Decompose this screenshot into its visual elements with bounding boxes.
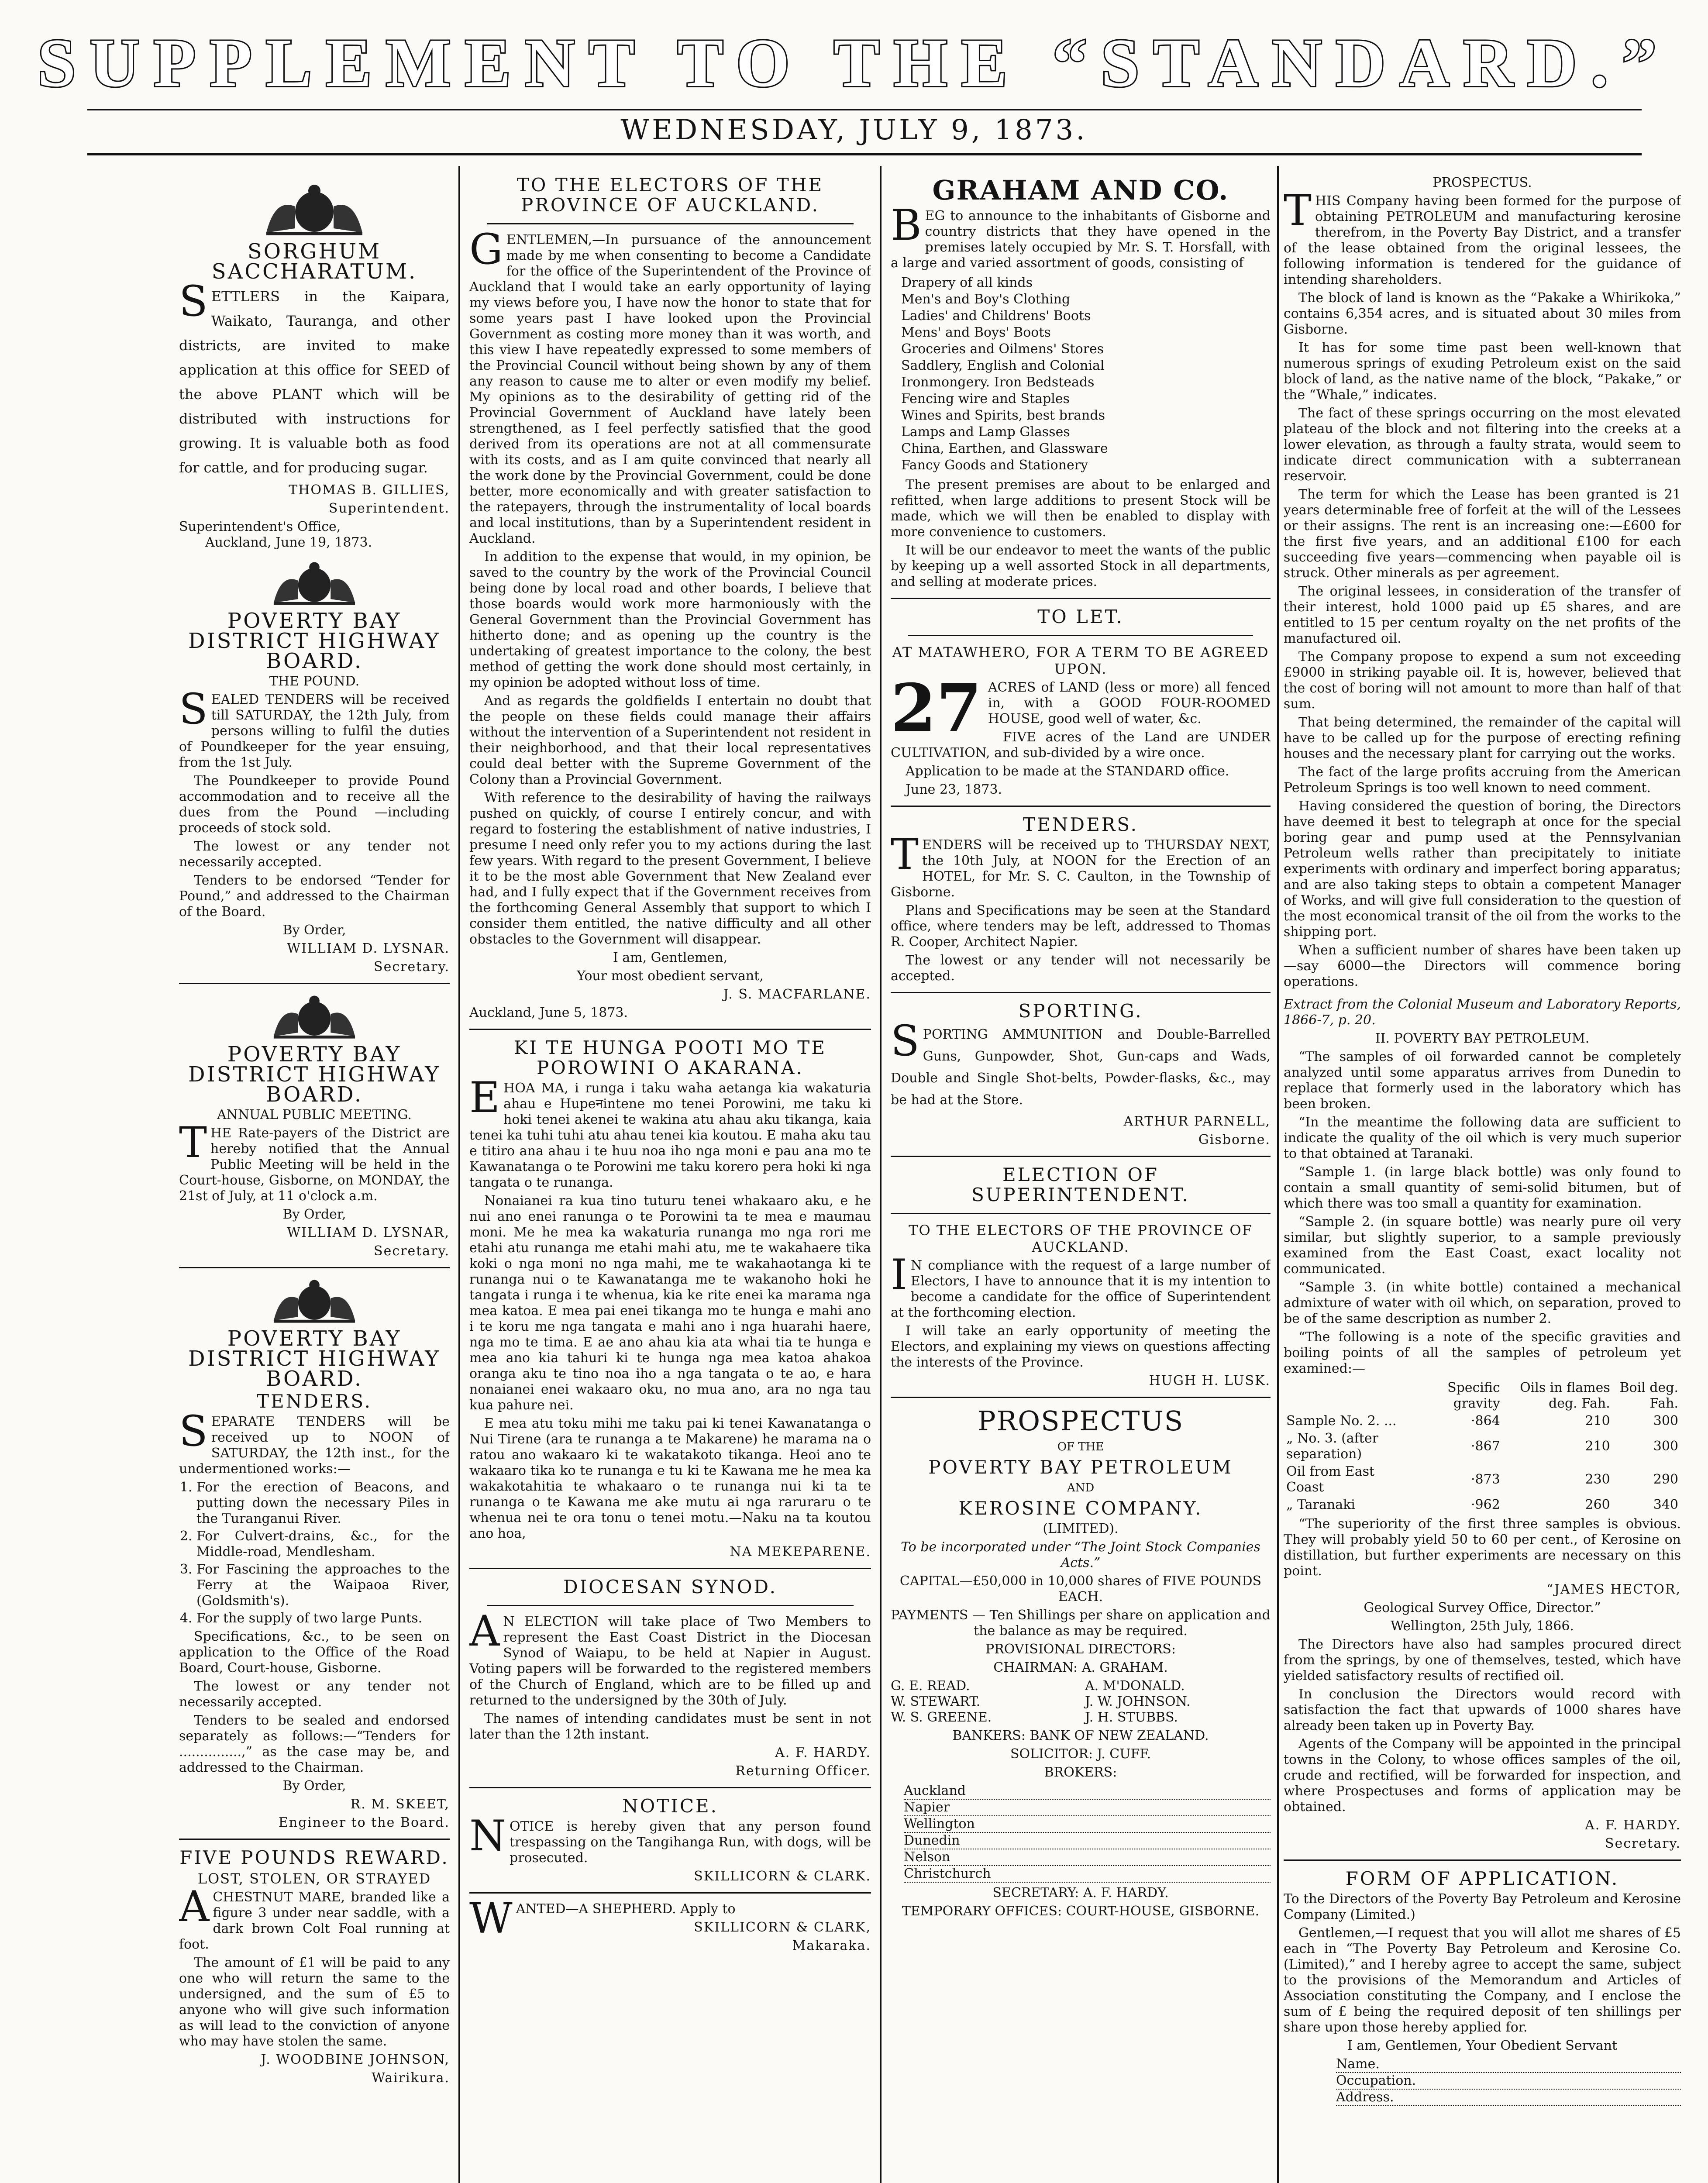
sorghum-signatory: THOMAS B. GILLIES, xyxy=(289,482,450,498)
pound-order: By Order, xyxy=(282,923,346,938)
list-item: Fancy Goods and Stationery xyxy=(901,458,1088,473)
broker-line: Napier xyxy=(904,1800,1271,1816)
prospectus-chairman: CHAIRMAN: A. GRAHAM. xyxy=(993,1660,1168,1675)
macfarlane-title: TO THE ELECTORS OF THE PROVINCE OF AUCKLAND. xyxy=(517,174,824,216)
maori-address xyxy=(469,1038,871,1560)
extract-conclusion: “The superiority of the first three samples is obvious. They will probably yield 50 to 60 per cent., of Kerosine on distillation, but further experiments are necessary on this point. xyxy=(1284,1516,1681,1579)
sorghum-date: Auckland, June 19, 1873. xyxy=(205,535,372,550)
closing-para: The Directors have also had samples procured direct from the springs, by one of themselves, tested, which have yielded satisfactory results of rectified oil. xyxy=(1284,1637,1681,1684)
pound-notice xyxy=(179,558,450,975)
form-address-field[interactable]: Address. xyxy=(1336,2090,1681,2106)
lusk-signatory: HUGH H. LUSK. xyxy=(1149,1373,1271,1388)
director-name: J. W. JOHNSON. xyxy=(1085,1694,1191,1709)
hector-date: Wellington, 25th July, 1866. xyxy=(1391,1618,1574,1634)
road-tenders-notice xyxy=(179,1276,450,1831)
table-cell: „ Taranaki xyxy=(1286,1497,1355,1512)
reward-place: Wairikura. xyxy=(372,2070,450,2086)
list-item: Groceries and Oilmens' Stores xyxy=(901,341,1104,357)
meeting-notice xyxy=(179,992,450,1259)
synod-notice xyxy=(469,1577,871,1779)
royal-crest-icon xyxy=(258,180,371,237)
hotel-tenders-title: TENDERS. xyxy=(1023,814,1138,835)
synod-para-2: The names of intending candidates must be sent in not later than the 12th instant. xyxy=(469,1711,871,1742)
list-item: 1. For the erection of Beacons, and putting down the necessary Piles in the Turanganui River. xyxy=(196,1480,450,1527)
prospectus-company-2: KEROSINE COMPANY. xyxy=(958,1498,1203,1519)
graham-title: GRAHAM AND CO. xyxy=(932,174,1229,206)
trespass-body: NOTICE is hereby given that any person found trespassing on the Tangihanga Run, with dogs, will be prosecuted. xyxy=(469,1811,871,1866)
prospectus-solicitor: SOLICITOR: J. CUFF. xyxy=(1010,1746,1151,1762)
closing-para: Agents of the Company will be appointed in the principal towns in the Colony, to whose offices samples of the oil, crude and rectified, will be forwarded for inspection, and where Prospectuses and forms of application may be obtained. xyxy=(1284,1736,1681,1815)
maori-signatory: NA MEKEPARENE. xyxy=(730,1544,871,1560)
road-tenders-signatory: R. M. SKEET, xyxy=(350,1797,450,1812)
sorghum-title: SORGHUM SACCHARATUM. xyxy=(211,239,417,284)
extract-source: Extract from the Colonial Museum and Laboratory Reports, 1866-7, p. 20. xyxy=(1284,997,1681,1028)
director-name: A. M'DONALD. xyxy=(1085,1678,1185,1694)
divider xyxy=(179,1267,450,1268)
table-cell: 290 xyxy=(1653,1472,1678,1487)
prospectus-para: The block of land is known as the “Pakake a Whirikoka,” contains 6,354 acres, and is situated about 30 miles from Gisborne. xyxy=(1284,290,1681,337)
divider xyxy=(891,598,1271,599)
prospectus-directors xyxy=(891,1678,1271,1725)
macfarlane-signatory: J. S. MACFARLANE. xyxy=(723,987,871,1002)
prospectus-para: It has for some time past been well-known that numerous springs of exuding Petroleum exist on the said block of land, as the native name of the block, “Pakake,” or the “Whale,” indicates. xyxy=(1284,340,1681,403)
extract-para: “Sample 3. (in white bottle) contained a mechanical admixture of water with oil which, on separation, proved to be of the same description as number 2. xyxy=(1284,1280,1681,1326)
synod-signatory: A. F. HARDY. xyxy=(775,1745,871,1760)
synod-title: DIOCESAN SYNOD. xyxy=(563,1576,777,1598)
table-row xyxy=(1284,1430,1681,1463)
meeting-title: POVERTY BAY DISTRICT HIGHWAY BOARD. xyxy=(188,1042,441,1107)
prospectus-secretary: SECRETARY: A. F. HARDY. xyxy=(992,1885,1169,1901)
macfarlane-para-3: And as regards the goldfields I entertain no doubt that the people on these fields could manage their affairs without the intervention of a Superintendent not resident in their neighborhood, and that their local representatives could deal better with the Supreme Government of the Colony than a Provincial Government. xyxy=(469,693,871,787)
pound-subtitle: THE POUND. xyxy=(269,674,360,689)
shepherd-body: WANTED—A SHEPHERD. Apply to xyxy=(469,1894,736,1943)
list-item: Saddlery, English and Colonial xyxy=(901,358,1105,373)
list-item: 2. For Culvert-drains, &c., for the Middle-road, Mendlesham. xyxy=(196,1529,450,1560)
pound-title: POVERTY BAY DISTRICT HIGHWAY BOARD. xyxy=(188,609,441,673)
table-header xyxy=(1284,1379,1417,1412)
list-item: Wines and Spirits, best brands xyxy=(901,408,1105,423)
extract-subtitle: II. POVERTY BAY PETROLEUM. xyxy=(1375,1031,1590,1046)
trespass-signatory: SKILLICORN & CLARK. xyxy=(694,1869,871,1884)
graham-advert xyxy=(891,175,1271,590)
maori-para-1: EHOA MA, i runga i taku waha aetanga kia wakaturia ahau e Hupeनintene mo tenei Porowini, me taku ki hoki tenei akenei te wakina atu ahau aku tikanga, kaia tenei ka tuhi tuhi atu ahau tenei kia koutou. E maha aku tau e titiro ana ahau i te huu noa iho nga moni e pau ana mo te Kawanatanga o te Porowini me taku korero pera hoki ki nga tangata o te runanga. xyxy=(469,1073,871,1190)
table-cell: ·962 xyxy=(1470,1497,1500,1512)
divider xyxy=(908,635,1253,636)
royal-crest-icon xyxy=(266,558,362,606)
column-rule-3 xyxy=(1277,166,1279,2183)
divider xyxy=(487,223,854,224)
graham-para-2: It will be our endeavor to meet the wants of the public by keeping up a well assorted Stock in all departments, and selling at moderate prices. xyxy=(891,543,1271,589)
macfarlane-date: Auckland, June 5, 1873. xyxy=(469,1005,628,1020)
prospectus-para: The fact of these springs occurring on the most elevated plateau of the block and not filtering into the creeks at a lower elevation, as through a faulty strata, would seem to indicate direct communication with a subterranean reservoir. xyxy=(1284,406,1681,484)
sorghum-role: Superintendent. xyxy=(328,501,450,516)
director-name: W. STEWART. xyxy=(891,1694,981,1709)
table-cell: ·867 xyxy=(1470,1439,1500,1454)
shepherd-place: Makaraka. xyxy=(792,1938,871,1953)
to-let-para-2: FIVE acres of the Land are UNDER CULTIVATION, and sub-divided by a wire once. xyxy=(891,730,1271,761)
extract-para: “The samples of oil forwarded cannot be completely analyzed until some apparatus arrives from Dunedin to replace that formerly used in the laboratory which has been broken. xyxy=(1284,1049,1681,1112)
prospectus-capital: CAPITAL—£50,000 in 10,000 shares of FIVE POUNDS EACH. xyxy=(899,1574,1262,1605)
table-header: Oils in flames deg. Fah. xyxy=(1520,1380,1610,1411)
trespass-title: NOTICE. xyxy=(622,1795,718,1817)
shepherd-signatory: SKILLICORN & CLARK, xyxy=(694,1920,871,1935)
table-header: Specific gravity xyxy=(1447,1380,1500,1411)
divider xyxy=(469,1568,871,1569)
hector-role: Geological Survey Office, Director.” xyxy=(1364,1600,1601,1615)
director-name: G. E. READ. xyxy=(891,1678,970,1694)
table-cell: ·873 xyxy=(1470,1472,1500,1487)
column-1 xyxy=(179,172,450,2183)
table-cell: 340 xyxy=(1653,1497,1678,1512)
road-tenders-order: By Order, xyxy=(282,1778,346,1794)
laboratory-extract xyxy=(1284,997,1681,1852)
list-item: China, Earthen, and Glassware xyxy=(901,441,1108,456)
column-rule-1 xyxy=(458,166,460,2183)
masthead-rule-top xyxy=(87,109,1642,110)
prospectus-para: Having considered the question of boring, the Directors have deemed it best to telegraph at once for the special boring gear and pump used at the Pennsylvanian Petroleum wells rather than precipitately to initiate experiments with ordinary and imperfect boring apparatus; and are also taking steps to obtain a competent Manager of Works, and will give full consideration to the question of the most economical transit of the oil from the works to the shipping port. xyxy=(1284,799,1681,940)
lusk-address xyxy=(891,1165,1271,1389)
divider xyxy=(891,806,1271,807)
application-form xyxy=(1284,1869,1681,2106)
hotel-tenders xyxy=(891,815,1271,984)
table-header-row xyxy=(1284,1379,1681,1412)
synod-role: Returning Officer. xyxy=(735,1763,871,1779)
column-rule-2 xyxy=(880,166,882,2183)
sporting-signatory: ARTHUR PARNELL, xyxy=(1123,1114,1271,1129)
column-2 xyxy=(469,172,871,2183)
reward-signatory: J. WOODBINE JOHNSON, xyxy=(261,2052,450,2067)
table-cell: 300 xyxy=(1653,1439,1678,1454)
sporting-place: Gisborne. xyxy=(1198,1132,1271,1147)
prospectus-title: PROSPECTUS xyxy=(977,1405,1184,1437)
broker-line: Wellington xyxy=(904,1816,1271,1833)
list-item: Lamps and Lamp Glasses xyxy=(901,424,1070,440)
list-item: 4. For the supply of two large Punts. xyxy=(196,1611,450,1626)
road-tenders-para-2: The lowest or any tender not necessarily accepted. xyxy=(179,1679,450,1710)
synod-para-1: AN ELECTION will take place of Two Members to represent the East Coast District in the Diocesan Synod of Waiapu, to be held at Napier in August. Voting papers will be forwarded to the registered members of the Church of England, which are to be filled up and returned to the undersigned by the 30th of July. xyxy=(469,1607,871,1708)
divider xyxy=(891,1213,1271,1214)
divider xyxy=(469,1787,871,1788)
meeting-body: THE Rate-payers of the District are hereby notified that the Annual Public Meeting will be held in the Court-house, Gisborne, on MONDAY, the 21st of July, at 11 o'clock a.m. xyxy=(179,1118,450,1204)
form-occupation-field[interactable]: Occupation. xyxy=(1336,2073,1681,2090)
to-let-advert xyxy=(891,607,1271,798)
prospectus-of: OF THE xyxy=(1057,1440,1104,1453)
hardy-signatory: A. F. HARDY. xyxy=(1585,1818,1681,1833)
hotel-tenders-para-1: TENDERS will be received up to THURSDAY NEXT, the 10th July, at NOON for the Erection of an HOTEL, for Mr. S. C. Caulton, in the Township of Gisborne. xyxy=(891,830,1271,900)
form-title: FORM OF APPLICATION. xyxy=(1345,1868,1619,1889)
table-row xyxy=(1284,1463,1681,1496)
lusk-title: ELECTION OF SUPERINTENDENT. xyxy=(971,1164,1190,1205)
reward-notice xyxy=(179,1848,450,2086)
table-cell: „ No. 3. (after separation) xyxy=(1286,1431,1378,1462)
broker-line: Christchurch xyxy=(904,1866,1271,1883)
trespass-notice xyxy=(469,1796,871,1884)
extract-para: “Sample 1. (in large black bottle) was only found to contain a small quantity of semi-solid bitumen, but of which there was too small a quantity for examination. xyxy=(1284,1164,1681,1211)
prospectus-and: AND xyxy=(1067,1481,1095,1494)
lusk-para-1: IN compliance with the request of a large number of Electors, I have to announce that it is my intention to become a candidate for the office of Superintendent at the forthcoming election. xyxy=(891,1250,1271,1320)
to-let-date: June 23, 1873. xyxy=(906,782,1002,797)
road-tenders-subtitle: TENDERS. xyxy=(256,1391,372,1412)
meeting-subtitle: ANNUAL PUBLIC MEETING. xyxy=(217,1107,412,1122)
table-cell: 230 xyxy=(1585,1472,1610,1487)
to-let-acres-number: 27 xyxy=(891,670,982,747)
prospectus-company: POVERTY BAY PETROLEUM xyxy=(928,1456,1233,1478)
sporting-advert xyxy=(891,1001,1271,1148)
reward-para-1: ACHESTNUT MARE, branded like a figure 3 under near saddle, with a dark brown Colt Foal running at foot. xyxy=(179,1882,450,1952)
prospectus-para: The fact of the large profits accruing from the American Petroleum Springs is too well known to need comment. xyxy=(1284,764,1681,795)
table-cell: Oil from East Coast xyxy=(1286,1464,1375,1495)
prospectus-incorporated: To be incorporated under “The Joint Stock Companies Acts.” xyxy=(901,1539,1260,1570)
graham-goods-list xyxy=(891,275,1271,474)
macfarlane-para-4: With reference to the desirability of having the railways pushed on quickly, of course I entirely concur, and with regard to fostering the establishment of native industries, I presume I need only refer you to my actions during the last few years. With regard to the present Government, I believe it to be the most able Government that New Zealand ever had, and I fully expect that if the Government receives from the forthcoming General Assembly that support to which I consider them entitled, the native difficulty and all other obstacles to the Government will disappear. xyxy=(469,790,871,947)
prospectus-details xyxy=(1284,175,1681,990)
sorghum-office: Superintendent's Office, xyxy=(179,519,341,534)
reward-para-2: The amount of £1 will be paid to any one who will return the same to the undersigned, and the sum of £5 to anyone who will give such information as will lead to the conviction of anyone who may have stolen the same. xyxy=(179,1955,450,2049)
list-item: Mens' and Boys' Boots xyxy=(901,325,1051,340)
sorghum-notice xyxy=(179,180,450,551)
macfarlane-para-1: GENTLEMEN,—In pursuance of the announcement made by me when consenting to become a Candidate for the office of the Superintendent of the Province of Auckland that I would take an early opportunity of laying my views before you, I have now the honor to state that for some years past I have looked upon the Provincial Government as costing more money than it was worth, and this view I have repeatedly expressed to some members of the Provincial Council without being shown by any of them any reason to cause me to alter or even modify my belief. My opinions as to the desirability of getting rid of the Provincial Government of Auckland have lately been strengthened, as I feel perfectly satisfied that the good derived from its operations are not at all commensurate with its costs, and as I am quite convinced that nearly all the work done by the Provincial Government, could be done better, more economically and with greater satisfaction to the ratepayers, through the instrumentality of local boards and local institutions, than by a Superintendent resident in Auckland. xyxy=(469,225,871,546)
macfarlane-close-1: I am, Gentlemen, xyxy=(613,950,728,965)
road-tenders-role: Engineer to the Board. xyxy=(278,1815,450,1830)
divider xyxy=(179,983,450,984)
reward-title: FIVE POUNDS REWARD. xyxy=(179,1847,449,1868)
prospectus-header xyxy=(891,1406,1271,1919)
table-row xyxy=(1284,1496,1681,1514)
reward-subtitle: LOST, STOLEN, OR STRAYED xyxy=(197,1870,431,1887)
shepherd-wanted xyxy=(469,1894,871,1954)
prospectus-para: When a sufficient number of shares have been taken up—say 6000—the Directors will commence boring operations. xyxy=(1284,943,1681,989)
director-name: W. S. GREENE. xyxy=(891,1710,992,1725)
pound-para-3: The lowest or any tender not necessarily accepted. xyxy=(179,839,450,870)
table-cell: ·864 xyxy=(1470,1413,1500,1429)
list-item: Ladies' and Childrens' Boots xyxy=(901,308,1091,324)
extract-para: “In the meantime the following data are sufficient to indicate the quality of the oil which is very much superior to that obtained at Taranaki. xyxy=(1284,1115,1681,1161)
sporting-title: SPORTING. xyxy=(1018,1000,1143,1022)
pound-signatory: WILLIAM D. LYSNAR. xyxy=(287,941,450,956)
road-tenders-list xyxy=(179,1480,450,1626)
prospectus-brokers-title: BROKERS: xyxy=(1044,1765,1117,1780)
road-tenders-title: POVERTY BAY DISTRICT HIGHWAY BOARD. xyxy=(188,1326,441,1391)
table-cell: Sample No. 2. ... xyxy=(1286,1413,1397,1429)
prospectus-directors-title: PROVISIONAL DIRECTORS: xyxy=(985,1642,1176,1657)
macfarlane-address xyxy=(469,175,871,1021)
pound-para-1: SEALED TENDERS will be received till SATURDAY, the 12th July, from persons willing to fulfil the duties of Poundkeeper for the year ensuing, from the 1st July. xyxy=(179,685,450,770)
to-let-acres-text: ACRES of LAND (less or more) all fenced in, with a GOOD FOUR-ROOMED HOUSE, good well of water, &c. xyxy=(988,680,1271,727)
list-item: Drapery of all kinds xyxy=(901,275,1033,290)
table-cell: 210 xyxy=(1585,1439,1610,1454)
to-let-para-3: Application to be made at the STANDARD office. xyxy=(906,764,1229,779)
macfarlane-para-2: In addition to the expense that would, in my opinion, be saved to the country by the work of the Provincial Council being done by local road and other boards, I believe that those boards would work more harmoniously with the General Government than the Provincial Government has hitherto done; and as opening up the country is the undertaking of greatest importance to the colony, the best method of getting the work done should most certainly, in my opinion be adopted without loss of time. xyxy=(469,549,871,690)
hardy-role: Secretary. xyxy=(1605,1836,1681,1851)
maori-title: KI TE HUNGA POOTI MO TE POROWINI O AKARANA. xyxy=(514,1037,826,1078)
road-tenders-intro: SEPARATE TENDERS will be received up to NOON of SATURDAY, the 12th inst., for the undermentioned works:— xyxy=(179,1407,450,1477)
graham-intro: BEG to announce to the inhabitants of Gisborne and country districts that they have opened in the premises lately occupied by Mr. S. T. Horsfall, with a large and varied assortment of goods, consisting of xyxy=(891,201,1271,271)
table-cell: 300 xyxy=(1653,1413,1678,1429)
prospectus-para: The Company propose to expend a sum not exceeding £9000 in striking payable oil. It is, however, believed that the cost of boring will not amount to more than half of that sum. xyxy=(1284,649,1681,712)
prospectus-payments: PAYMENTS — Ten Shillings per share on application and the balance as may be required. xyxy=(891,1608,1271,1639)
prospectus-para: The original lessees, in consideration of the transfer of their interest, hold 1000 paid up £5 shares, and are entitled to 15 per centum royalty on the net profits of the manufactured oil. xyxy=(1284,584,1681,646)
table-cell: 260 xyxy=(1585,1497,1610,1512)
extract-para: “Sample 2. (in square bottle) was nearly pure oil very similar, but slightly superior, to a sample previously examined from the East Coast, exact locality not communicated. xyxy=(1284,1214,1681,1277)
meeting-signatory: WILLIAM D. LYSNAR, xyxy=(287,1225,450,1240)
lusk-subtitle: TO THE ELECTORS OF THE PROVINCE OF AUCKLAND. xyxy=(909,1222,1253,1255)
to-let-title: TO LET. xyxy=(1037,606,1124,627)
prospectus-para: THIS Company having been formed for the purpose of obtaining PETROLEUM and manufacturing kerosine therefrom, in the Poverty Bay District, and a transfer of the lease obtained from the original lessees, the following information is tendered for the guidance of intending shareholders. xyxy=(1284,186,1681,287)
table-header: Boil deg. Fah. xyxy=(1619,1380,1678,1411)
masthead-rule xyxy=(87,153,1642,155)
dateline: WEDNESDAY, JULY 9, 1873. xyxy=(620,114,1088,146)
form-fields xyxy=(1284,2056,1681,2106)
divider xyxy=(891,1156,1271,1157)
prospectus-limited: (LIMITED). xyxy=(1043,1521,1119,1536)
road-tenders-para-1: Specifications, &c., to be seen on application to the Office of the Road Board, Court-house, Gisborne. xyxy=(179,1629,450,1676)
to-let-subtitle: AT MATAWHERO, FOR A TERM TO BE AGREED UPON. xyxy=(892,644,1269,677)
director-name: J. H. STUBBS. xyxy=(1085,1710,1178,1725)
sporting-body: SPORTING AMMUNITION and Double-Barrelled Guns, Gunpowder, Shot, Gun-caps and Wads, Double and Single Shot-belts, Powder-flasks, &c., may be had at the Store. xyxy=(891,1016,1271,1108)
divider xyxy=(1284,1859,1681,1861)
prospectus-para: The term for which the Lease has been granted is 21 years determinable free of forfeit at the will of the Lessees or their assigns. The rent is an increasing one:—£600 for the first five years, and an additional £100 for each succeeding five years—commencing when payable oil is struck. Other minerals as per agreement. xyxy=(1284,487,1681,581)
form-close: I am, Gentlemen, Your Obedient Servant xyxy=(1347,2038,1618,2053)
royal-crest-icon xyxy=(266,1276,362,1324)
prospectus-details-title: PROSPECTUS. xyxy=(1433,175,1532,190)
maori-para-2: Nonaianei ra kua tino tuturu tenei whakaaro aku, e he nui ano enei ranunga o te Porowini ta te mea e maumau moni. Me he mea ka wakaturia runanga mo nga rori me etahi atu runanga me etahi mahi atu, me te wakahaere tika koki o nga moni no nga mahi, me te wakahaotanga ki te runanga nui o te Kawanatanga me te wakanoho hoki he tangata i runga i te whenua, kia ke rite enei ka marama nga mea katoa. E mea pai enei tikanga mo te hunga e mahi ano i te koru me nga tangata e mahi ano i nga huarahi haere, nga mo te tima. E ae ano ahau kia ata whai tia te hunga e mea ano kia tahuri ki te hunga nga mea katoa ahakoa oranga aku te tino noa iho a nga tangata o te ao, e hara nonaianei enei wakaaro oku, no mua ano, ara no nga tau kua pahure nei. xyxy=(469,1193,871,1413)
macfarlane-close-2: Your most obedient servant, xyxy=(577,968,764,984)
form-addressee: To the Directors of the Poverty Bay Petroleum and Kerosine Company (Limited.) xyxy=(1284,1891,1681,1922)
meeting-role: Secretary. xyxy=(374,1243,450,1259)
divider xyxy=(179,1839,450,1840)
lusk-para-2: I will take an early opportunity of meeting the Electors, and explaining my views on questions affecting the interests of the Province. xyxy=(891,1323,1271,1370)
petroleum-table xyxy=(1284,1379,1681,1514)
list-item: 3. For Fascining the approaches to the Ferry at the Waipaoa River, (Goldsmith's). xyxy=(196,1562,450,1609)
graham-para-1: The present premises are about to be enlarged and refitted, when large additions to present Stock will be made, which we will then be enabled to display with more convenience to customers. xyxy=(891,477,1271,540)
hotel-tenders-para-2: Plans and Specifications may be seen at the Standard office, where tenders may be left, addressed to Thomas R. Cooper, Architect Napier. xyxy=(891,903,1271,950)
divider xyxy=(891,992,1271,993)
column-4 xyxy=(1284,172,1681,2183)
form-name-field[interactable]: Name. xyxy=(1336,2056,1681,2073)
meeting-order: By Order, xyxy=(282,1207,346,1222)
masthead-title: SUPPLEMENT TO THE “STANDARD.” xyxy=(37,25,1671,101)
pound-role: Secretary. xyxy=(374,959,450,974)
divider xyxy=(487,1605,854,1606)
closing-para: In conclusion the Directors would record with satisfaction the fact that upwards of 1000 shares have already been taken up in Poverty Bay. xyxy=(1284,1687,1681,1733)
hector-signatory: “JAMES HECTOR, xyxy=(1546,1582,1681,1597)
broker-line: Nelson xyxy=(904,1849,1271,1866)
form-body: Gentlemen,—I request that you will allot me shares of £5 each in “The Poverty Bay Petroleum and Kerosine Co. (Limited),” and I hereby agree to accept the same, subject to the provisions of the Memorandum and Articles of Association constituting the Company, and I enclose the sum of £ being the required deposit of ten shillings per share upon those hereby applied for. xyxy=(1284,1925,1681,2035)
list-item: Men's and Boy's Clothing xyxy=(901,292,1071,307)
maori-para-3: E mea atu toku mihi me taku pai ki tenei Kawanatanga o Nui Tirene (ara te runanga a te Makarene) he marama na o ratou ano wakaaro ki te wakatakoto tikanga. Heoi ano te wakaaro tika ko te runanga e tu ki te Kawana me he mea ka wakakotahitia te whakaaro o te runanga nui ki ta te runanga o te Kawana me ake mutu ai nga raruraru o te whenua nei te ora tonu o tenei motu.—Naku na ta koutou ano hoa, xyxy=(469,1416,871,1541)
divider xyxy=(891,1397,1271,1398)
pound-para-2: The Poundkeeper to provide Pound accommodation and to receive all the dues from the Pound —including proceeds of stock sold. xyxy=(179,773,450,836)
prospectus-para: That being determined, the remainder of the capital will have to be called up for the purpose of erecting refining houses and the necessary plant for carrying out the works. xyxy=(1284,715,1681,761)
table-cell: 210 xyxy=(1585,1413,1610,1429)
divider xyxy=(469,1892,871,1894)
prospectus-brokers xyxy=(891,1783,1271,1883)
table-row xyxy=(1284,1412,1681,1430)
hotel-tenders-para-3: The lowest or any tender will not necessarily be accepted. xyxy=(891,953,1271,984)
list-item: Ironmongery. Iron Bedsteads xyxy=(901,375,1095,390)
extract-para: “The following is a note of the specific gravities and boiling points of all the samples of petroleum yet examined:— xyxy=(1284,1329,1681,1376)
broker-line: Dunedin xyxy=(904,1833,1271,1849)
column-3 xyxy=(891,172,1271,2183)
royal-crest-icon xyxy=(266,992,362,1040)
broker-line: Auckland xyxy=(904,1783,1271,1800)
prospectus-bankers: BANKERS: BANK OF NEW ZEALAND. xyxy=(952,1728,1209,1743)
road-tenders-para-3: Tenders to be sealed and endorsed separately as follows:—“Tenders for ...............,” as the case may be, and addressed to the Chairman. xyxy=(179,1713,450,1775)
divider xyxy=(469,1029,871,1030)
list-item: Fencing wire and Staples xyxy=(901,391,1070,406)
pound-para-4: Tenders to be endorsed “Tender for Pound,” and addressed to the Chairman of the Board. xyxy=(179,873,450,919)
prospectus-offices: TEMPORARY OFFICES: COURT-HOUSE, GISBORNE. xyxy=(902,1904,1260,1919)
sorghum-body: SETTLERS in the Kaipara, Waikato, Tauranga, and other districts, are invited to make application at this office for SEED of the above PLANT which will be distributed with instructions for growing. It is valuable both as food for cattle, and for producing sugar. xyxy=(179,277,450,476)
